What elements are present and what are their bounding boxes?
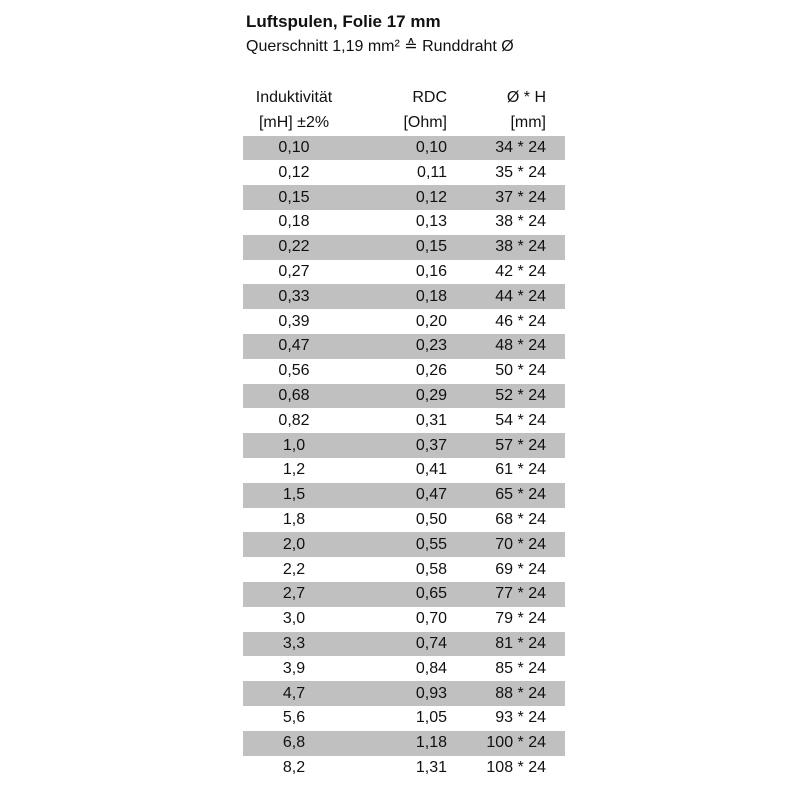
- cell-rdc: 0,31: [415, 411, 447, 429]
- cell-rdc: 0,41: [415, 461, 447, 479]
- header-dimensions: Ø * H: [506, 89, 546, 107]
- cell-dimensions: 46 * 24: [495, 312, 546, 330]
- cell-rdc: 0,13: [415, 213, 447, 231]
- cell-rdc: 1,18: [415, 734, 447, 752]
- cell-rdc: 0,15: [415, 238, 447, 256]
- table-row: [243, 532, 565, 557]
- table-row: [243, 458, 565, 483]
- cell-inductance: 1,2: [282, 461, 306, 479]
- cell-rdc: 0,47: [415, 486, 447, 504]
- cell-inductance: 0,27: [278, 262, 310, 280]
- cell-dimensions: 61 * 24: [495, 461, 546, 479]
- inductance-table: [243, 86, 565, 780]
- cell-rdc: 0,29: [415, 386, 447, 404]
- cell-rdc: 0,18: [415, 287, 447, 305]
- cell-dimensions: 54 * 24: [495, 411, 546, 429]
- cell-inductance: 0,15: [278, 188, 310, 206]
- cell-dimensions: 37 * 24: [495, 188, 546, 206]
- header-inductance-unit: [mH] ±2%: [258, 114, 330, 132]
- cell-inductance: 1,0: [282, 436, 306, 454]
- table-row: [243, 433, 565, 458]
- cell-dimensions: 42 * 24: [495, 262, 546, 280]
- table-row: [243, 756, 565, 781]
- table-row: [243, 408, 565, 433]
- cell-dimensions: 57 * 24: [495, 436, 546, 454]
- table-row: [243, 681, 565, 706]
- header-inductance: Induktivität: [255, 89, 333, 107]
- cell-inductance: 1,8: [282, 510, 306, 528]
- cell-dimensions: 79 * 24: [495, 610, 546, 628]
- cell-dimensions: 68 * 24: [495, 510, 546, 528]
- cell-rdc: 1,31: [415, 758, 447, 776]
- table-header-row-2: [243, 111, 565, 136]
- cell-inductance: 2,7: [282, 585, 306, 603]
- table-row: [243, 706, 565, 731]
- cell-dimensions: 93 * 24: [495, 709, 546, 727]
- cell-dimensions: 44 * 24: [495, 287, 546, 305]
- table-row: [243, 508, 565, 533]
- table-row: [243, 160, 565, 185]
- cell-dimensions: 85 * 24: [495, 659, 546, 677]
- header-dimensions-unit: [mm]: [510, 114, 546, 132]
- table-row: [243, 334, 565, 359]
- cell-rdc: 0,16: [415, 262, 447, 280]
- cell-dimensions: 50 * 24: [495, 362, 546, 380]
- cell-rdc: 0,58: [415, 560, 447, 578]
- cell-rdc: 0,20: [415, 312, 447, 330]
- cell-inductance: 8,2: [282, 758, 306, 776]
- cell-dimensions: 65 * 24: [495, 486, 546, 504]
- table-row: [243, 384, 565, 409]
- table-row: [243, 185, 565, 210]
- cell-dimensions: 34 * 24: [495, 138, 546, 156]
- cell-inductance: 2,0: [282, 535, 306, 553]
- table-row: [243, 607, 565, 632]
- cell-inductance: 0,56: [278, 362, 310, 380]
- cell-inductance: 3,9: [282, 659, 306, 677]
- cell-rdc: 0,84: [415, 659, 447, 677]
- cell-rdc: 0,55: [415, 535, 447, 553]
- table-row: [243, 235, 565, 260]
- table-row: [243, 309, 565, 334]
- cell-dimensions: 48 * 24: [495, 337, 546, 355]
- cell-rdc: 0,11: [417, 163, 447, 181]
- cell-inductance: 0,82: [278, 411, 310, 429]
- cell-rdc: 0,93: [415, 684, 447, 702]
- cell-inductance: 5,6: [282, 709, 306, 727]
- cell-inductance: 3,3: [282, 634, 306, 652]
- cell-dimensions: 88 * 24: [495, 684, 546, 702]
- header-rdc-unit: [Ohm]: [403, 114, 447, 132]
- cell-rdc: 0,10: [415, 138, 447, 156]
- cell-rdc: 0,37: [415, 436, 447, 454]
- header-rdc: RDC: [412, 89, 447, 107]
- table-row: [243, 210, 565, 235]
- table-row: [243, 359, 565, 384]
- cell-dimensions: 100 * 24: [486, 734, 546, 752]
- table-row: [243, 260, 565, 285]
- cell-rdc: 0,74: [415, 634, 447, 652]
- table-row: [243, 731, 565, 756]
- cell-inductance: 0,39: [278, 312, 310, 330]
- cell-rdc: 0,12: [415, 188, 447, 206]
- cell-inductance: 0,22: [278, 238, 310, 256]
- cell-inductance: 6,8: [282, 734, 306, 752]
- table-body: [243, 136, 565, 781]
- table-row: [243, 656, 565, 681]
- cell-rdc: 0,26: [415, 362, 447, 380]
- page-title: Luftspulen, Folie 17 mm: [246, 12, 441, 31]
- cell-inductance: 0,47: [278, 337, 310, 355]
- cell-rdc: 0,50: [415, 510, 447, 528]
- cell-dimensions: 52 * 24: [495, 386, 546, 404]
- cell-dimensions: 38 * 24: [495, 238, 546, 256]
- cell-dimensions: 81 * 24: [495, 634, 546, 652]
- cell-rdc: 0,65: [415, 585, 447, 603]
- cell-dimensions: 77 * 24: [495, 585, 546, 603]
- cell-inductance: 0,18: [278, 213, 310, 231]
- cell-rdc: 1,05: [415, 709, 447, 727]
- cell-dimensions: 35 * 24: [495, 163, 546, 181]
- table-row: [243, 557, 565, 582]
- table-row: [243, 136, 565, 161]
- cell-dimensions: 38 * 24: [495, 213, 546, 231]
- table-header-row-1: [243, 86, 565, 111]
- cell-dimensions: 69 * 24: [495, 560, 546, 578]
- table-row: [243, 284, 565, 309]
- cell-rdc: 0,23: [415, 337, 447, 355]
- table-row: [243, 582, 565, 607]
- cell-inductance: 0,68: [278, 386, 310, 404]
- cell-inductance: 1,5: [282, 486, 306, 504]
- cell-inductance: 0,12: [278, 163, 310, 181]
- table-row: [243, 483, 565, 508]
- cell-dimensions: 70 * 24: [495, 535, 546, 553]
- cell-inductance: 2,2: [282, 560, 306, 578]
- cell-inductance: 3,0: [282, 610, 306, 628]
- table-row: [243, 632, 565, 657]
- cell-inductance: 4,7: [282, 684, 306, 702]
- cell-dimensions: 108 * 24: [486, 758, 546, 776]
- cell-rdc: 0,70: [415, 610, 447, 628]
- page-subtitle: Querschnitt 1,19 mm² ≙ Runddraht Ø: [246, 38, 514, 55]
- cell-inductance: 0,10: [278, 138, 310, 156]
- cell-inductance: 0,33: [278, 287, 310, 305]
